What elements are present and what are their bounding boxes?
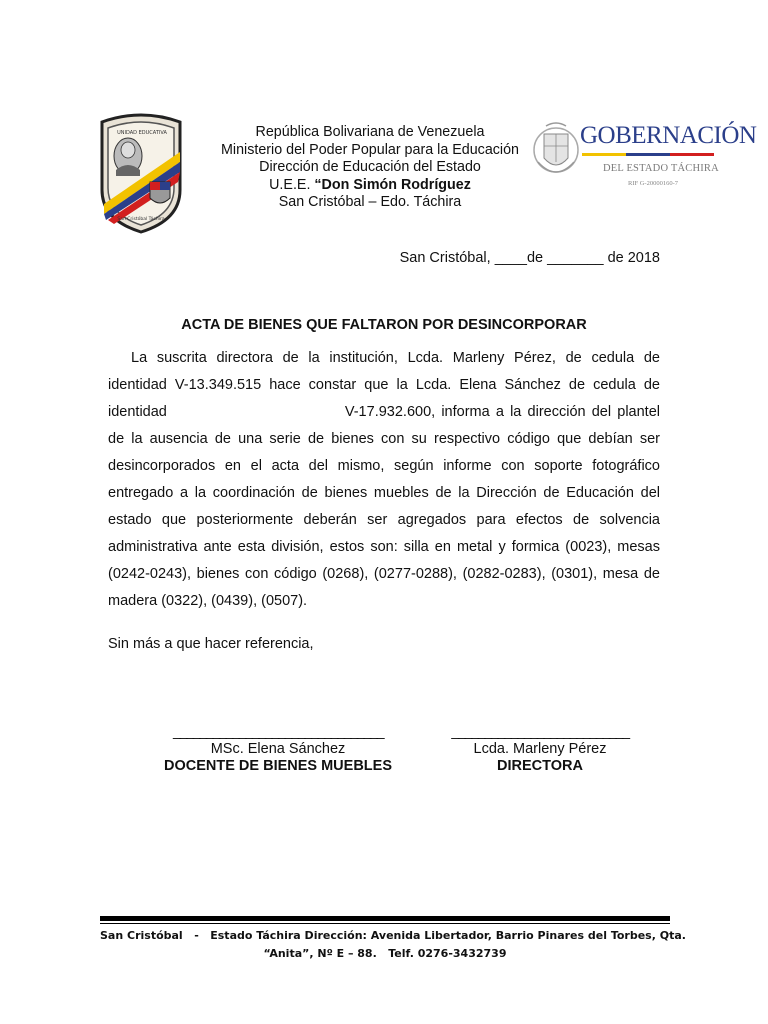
body-paragraph: [108, 345, 660, 615]
emblem-top-text: UNIDAD EDUCATIVA: [117, 130, 167, 136]
flag-stripe: [582, 153, 714, 156]
closing-line: Sin más a que hacer referencia,: [108, 636, 314, 652]
emblem-bottom-text: San Cristóbal Táchira: [117, 217, 165, 222]
footer-address: [100, 927, 686, 963]
signature-line: ___________________________: [451, 724, 629, 740]
header-line-1: República Bolivariana de Venezuela: [255, 124, 485, 140]
header-line-2: Ministerio del Poder Popular para la Educación: [220, 141, 520, 158]
body-part-2: V-17.932.600, informa a la dirección del plantel de la ausencia de una serie de bienes con su respectivo código que debían ser desincorporados en el acta del mismo, según informe con soporte fotográfico entregado a la coordinación de bienes muebles de la Dirección de Educación del estado que posteriormente deberán ser agregados para efectos de solvencia administrativa ante esta división, estos son: silla en metal y formica (0023), mesas (0242-0243), bienes con código (0268), (0277-0288), (0282-0283), (0301), mesa de madera (0322), (0439), (0507).: [108, 404, 660, 609]
header-line-4: [200, 177, 540, 195]
footer-line-1: San Cristóbal - Estado Táchira Dirección: Avenida Libertador, Barrio Pinares del Torbes, Qta.: [100, 929, 686, 942]
gobernacion-rif: RIF G-20000160-7: [628, 180, 679, 187]
stripe-red: [670, 153, 714, 156]
school-emblem-logo: [96, 112, 186, 234]
header-line-5: San Cristóbal – Edo. Táchira: [278, 194, 462, 210]
footer-rule-thin: [100, 923, 670, 924]
gobernacion-subtitle: DEL ESTADO TÁCHIRA: [603, 163, 719, 174]
footer-rule: [100, 916, 670, 921]
letterhead: [200, 124, 540, 212]
gobernacion-title: GOBERNACIÓN: [580, 122, 757, 149]
header-line-4-prefix: U.E.E.: [269, 176, 315, 193]
signature-block-left: [150, 724, 406, 775]
stripe-blue: [626, 153, 670, 156]
school-name: “Don Simón Rodríguez: [314, 176, 471, 193]
header-line-3: Dirección de Educación del Estado: [259, 159, 481, 175]
date-line: San Cristóbal, ____de _______ de 2018: [399, 250, 660, 266]
document-title: ACTA DE BIENES QUE FALTARON POR DESINCORPORAR: [181, 317, 587, 333]
signature-line: ________________________________: [172, 724, 384, 740]
signer-role: DIRECTORA: [497, 758, 583, 774]
stripe-yellow: [582, 153, 626, 156]
body-part-1: La suscrita directora de la institución, Lcda. Marleny Pérez, de cedula de identidad V-13.349.515 hace constar que la Lcda. Elena Sánchez de cedula de identidad: [108, 350, 660, 420]
signer-name: MSc. Elena Sánchez: [210, 741, 346, 757]
footer-line-2: “Anita”, Nº E – 88. Telf. 0276-3432739: [263, 947, 507, 960]
signer-name: Lcda. Marleny Pérez: [473, 741, 607, 757]
signer-role: DOCENTE DE BIENES MUEBLES: [164, 758, 392, 774]
signature-block-right: [434, 724, 646, 775]
